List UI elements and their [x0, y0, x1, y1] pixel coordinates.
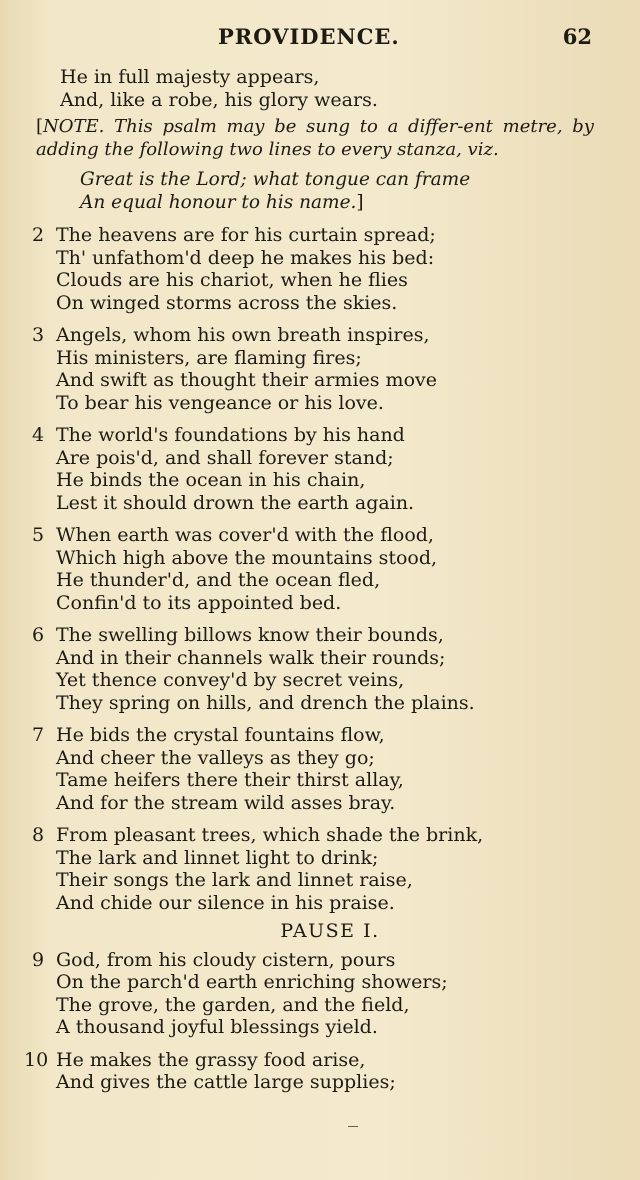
page-header	[0, 24, 640, 56]
verse-line: Clouds are his chariot, when he flies	[56, 269, 408, 291]
verse-line: He thunder'd, and the ocean fled,	[56, 569, 381, 591]
verse-line: To bear his vengeance or his love.	[56, 391, 384, 414]
stanza-group-two	[0, 949, 640, 1094]
note-text: This psalm may be sung to a differ-ent metre, by adding the following two lines to every stanza, viz.	[36, 116, 594, 160]
verse-line: Lest it should drown the earth again.	[56, 491, 415, 514]
verse-line: The world's foundations by his hand	[56, 424, 405, 446]
verse-line: And chide our silence in his praise.	[56, 891, 395, 914]
verse-line: And cheer the valleys as they go;	[56, 746, 375, 769]
stanza-group-one	[0, 224, 640, 914]
stanza-10	[0, 1049, 640, 1094]
stanza-number: 10	[24, 1048, 49, 1071]
verse-line: He binds the ocean in his chain,	[56, 469, 366, 491]
verse-line: The swelling billows know their bounds,	[56, 624, 444, 646]
verse-line: Which high above the mountains stood,	[56, 546, 438, 569]
stanza-9	[0, 949, 640, 1039]
verse-line: And swift as thought their armies move	[56, 369, 437, 391]
stanza-number: 6	[32, 624, 45, 646]
verse-line: The grove, the garden, and the field,	[56, 993, 410, 1016]
verse-line: God, from his cloudy cistern, pours	[56, 948, 396, 971]
verse-line: On the parch'd earth enriching showers;	[56, 971, 448, 993]
note-close-bracket: ]	[356, 191, 364, 213]
stanza-number: 3	[32, 324, 45, 346]
note-open-bracket: [	[36, 116, 44, 137]
verse-line: He makes the grassy food arise,	[56, 1048, 366, 1071]
running-title: PROVIDENCE.	[218, 24, 400, 49]
stanza-8	[0, 824, 640, 914]
verse-line: They spring on hills, and drench the plains.	[56, 691, 475, 714]
verse-line: The lark and linnet light to drink;	[56, 846, 379, 869]
hymn-text	[0, 66, 640, 1094]
refrain-line: Great is the Lord; what tongue can frame	[80, 169, 471, 190]
verse-line: And in their channels walk their rounds;	[56, 646, 446, 669]
refrain-line: An equal honour to his name.]	[80, 191, 364, 213]
verse-line: The heavens are for his curtain spread;	[56, 224, 436, 246]
verse-line: And gives the cattle large supplies;	[56, 1071, 396, 1093]
verse-line: And for the stream wild asses bray.	[56, 791, 396, 814]
stanza-5	[0, 524, 640, 614]
verse-line: On winged storms across the skies.	[56, 291, 398, 314]
stanza-6	[0, 624, 640, 714]
stanza-number: 5	[32, 524, 45, 546]
note-label: NOTE.	[43, 116, 105, 137]
verse-line: From pleasant trees, which shade the brink,	[56, 824, 484, 846]
verse-line: He bids the crystal fountains flow,	[56, 724, 385, 746]
verse-line: Tame heifers there their thirst allay,	[56, 769, 404, 791]
stanza-7	[0, 724, 640, 814]
verse-line: Their songs the lark and linnet raise,	[56, 869, 413, 891]
page-number: 62	[562, 24, 592, 49]
stanza-number: 7	[32, 724, 45, 746]
stanza-continuation	[0, 66, 640, 111]
verse-line: His ministers, are flaming fires;	[56, 346, 362, 369]
stanza-number: 9	[32, 948, 45, 971]
editorial-note	[0, 116, 640, 161]
stanza-4	[0, 424, 640, 514]
verse-line: He in full majesty appears,	[60, 66, 320, 88]
stanza-number: 2	[32, 224, 45, 246]
verse-line: A thousand joyful blessings yield.	[56, 1016, 378, 1038]
verse-line: Are pois'd, and shall forever stand;	[56, 446, 394, 469]
pause-heading: PAUSE I.	[280, 920, 380, 942]
verse-line: Th' unfathom'd deep he makes his bed:	[56, 246, 435, 269]
stanza-number: 8	[32, 824, 45, 846]
verse-line: When earth was cover'd with the flood,	[56, 524, 434, 546]
verse-line: Angels, whom his own breath inspires,	[56, 324, 430, 346]
verse-line: And, like a robe, his glory wears.	[60, 88, 378, 111]
page-bottom-mark	[348, 1126, 358, 1127]
stanza-2	[0, 224, 640, 314]
stanza-3	[0, 324, 640, 414]
verse-line: Confin'd to its appointed bed.	[56, 591, 342, 614]
stanza-number: 4	[32, 424, 45, 446]
note-refrain	[0, 169, 640, 214]
verse-line: Yet thence convey'd by secret veins,	[56, 669, 405, 691]
